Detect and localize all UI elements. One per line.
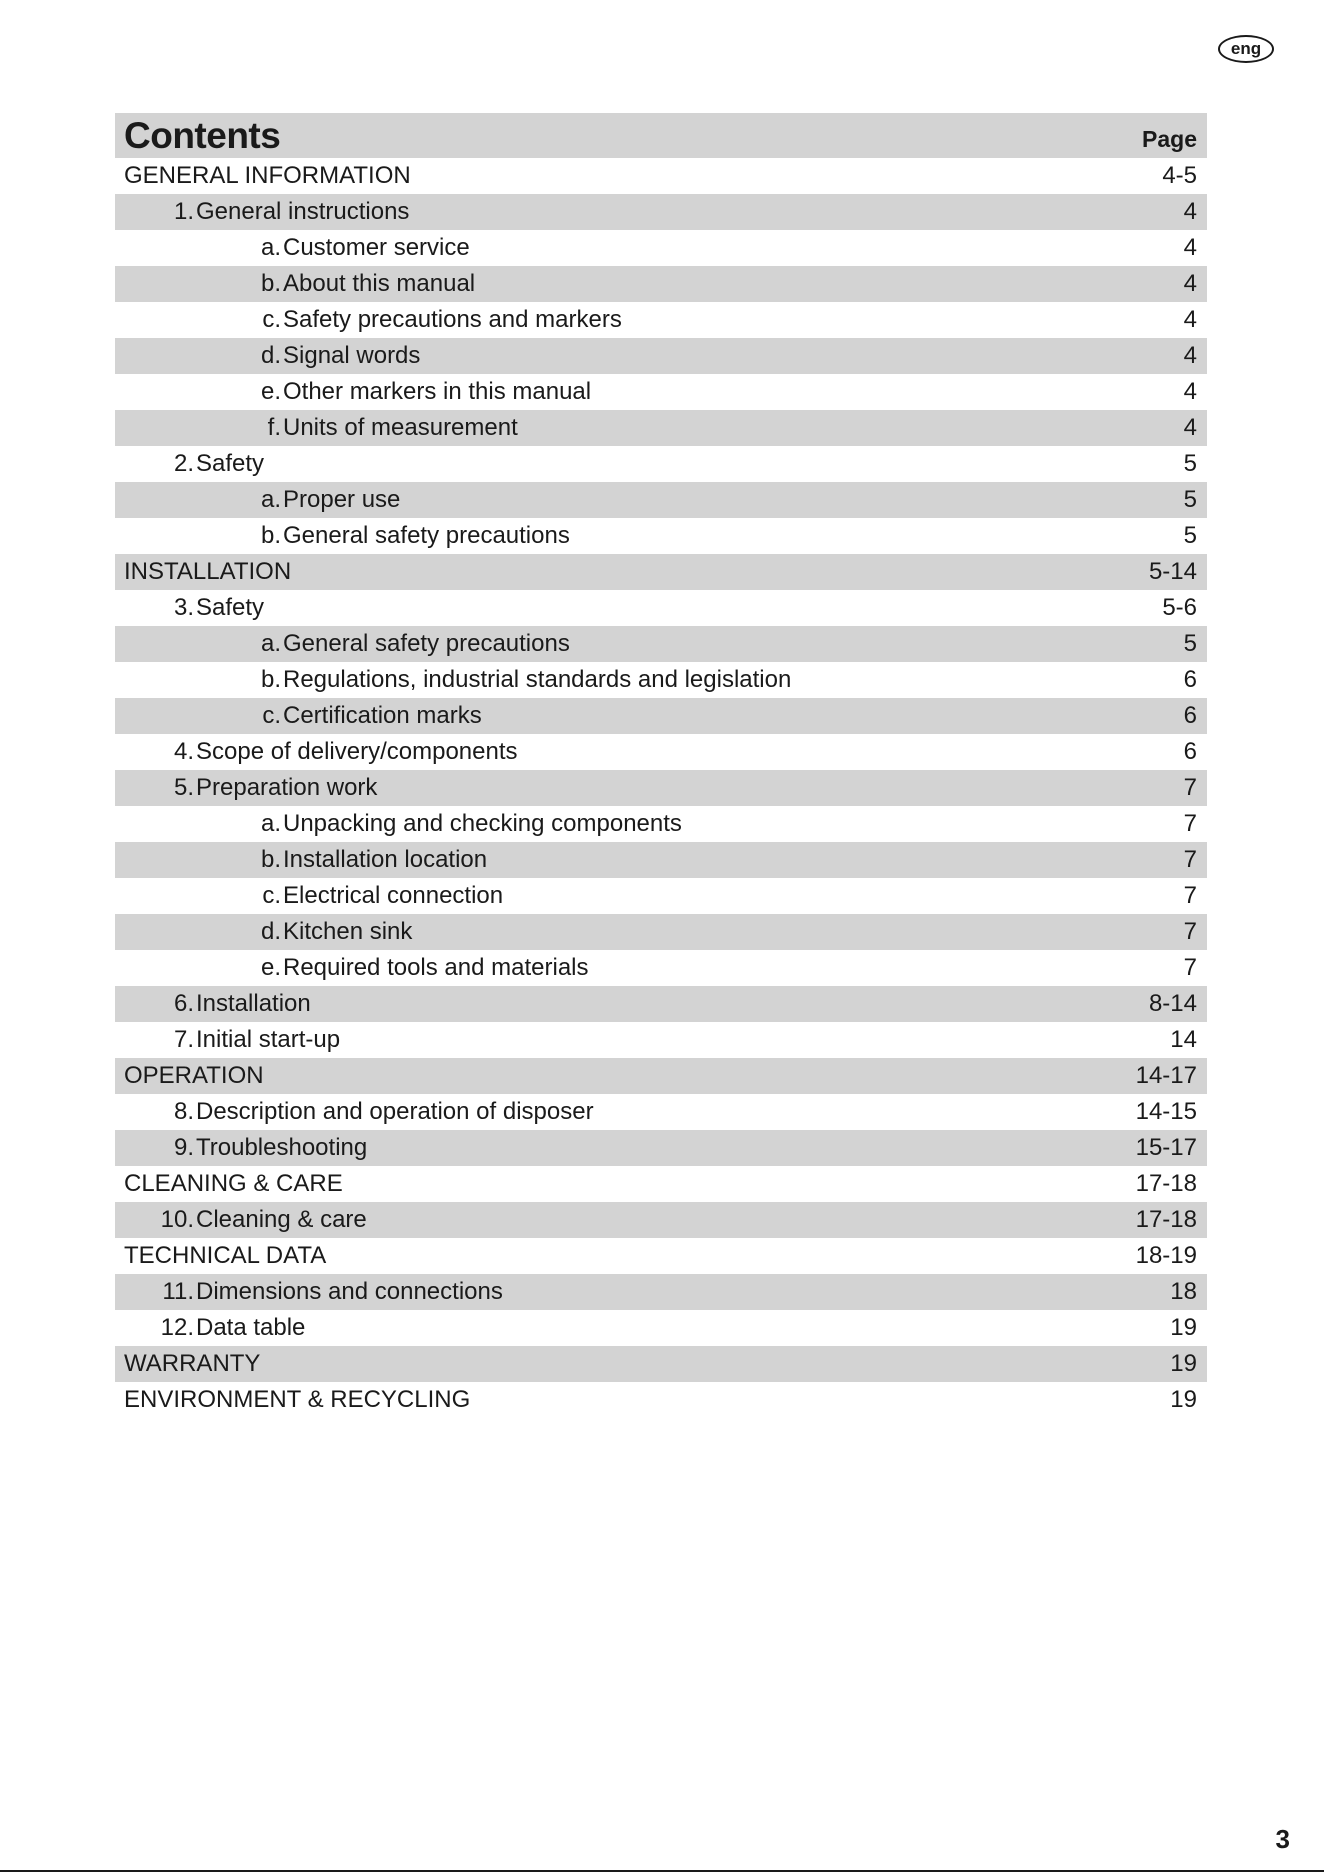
toc-entry-page: 4 [1183, 414, 1197, 441]
toc-entry-label: General safety precautions [283, 630, 570, 657]
toc-entry-row [115, 482, 1207, 518]
toc-entry-page: 5 [1183, 486, 1197, 513]
toc-entry-page: 5-14 [1148, 558, 1197, 585]
toc-entry-label: General safety precautions [283, 522, 570, 549]
toc-entry-page: 19 [1170, 1386, 1197, 1413]
toc-header [115, 113, 1207, 158]
toc-entry-page: 6 [1183, 738, 1197, 765]
toc-entry-label: About this manual [283, 270, 476, 297]
toc-entry-row [115, 770, 1207, 806]
toc-entry-row [115, 842, 1207, 878]
toc-entry-number: f. [267, 414, 281, 441]
toc-entry-row [115, 1274, 1207, 1310]
toc-entry-label: Required tools and materials [283, 954, 589, 981]
toc-entry-label: Proper use [283, 486, 401, 513]
toc-entry-row [115, 734, 1207, 770]
toc-entry-row [115, 590, 1207, 626]
toc-entry-label: Cleaning & care [196, 1206, 367, 1233]
toc-entry-label: WARRANTY [124, 1350, 261, 1377]
toc-page-column-heading: Page [1142, 126, 1197, 152]
toc-entry-row [115, 914, 1207, 950]
toc-entry-label: Description and operation of disposer [196, 1098, 594, 1125]
toc-entry-row [115, 266, 1207, 302]
toc-entry-number: 8. [173, 1098, 194, 1125]
toc-entry-page: 14-15 [1135, 1098, 1197, 1125]
toc-entry-number: 10. [160, 1206, 194, 1233]
toc-entry-label: Scope of delivery/components [196, 738, 518, 765]
toc-entry-row [115, 950, 1207, 986]
toc-entry-page: 4 [1183, 306, 1197, 333]
toc-entry-row [115, 338, 1207, 374]
toc-entry-row [115, 1310, 1207, 1346]
toc-entry-number: 5. [173, 774, 194, 801]
toc-entry-number: 7. [173, 1026, 194, 1053]
toc-entry-page: 7 [1183, 846, 1197, 873]
toc-entry-number: a. [260, 630, 281, 657]
toc-entry-label: ENVIRONMENT & RECYCLING [124, 1386, 471, 1413]
toc-entry-number: b. [260, 270, 281, 297]
toc-entry-page: 4 [1183, 342, 1197, 369]
toc-entry-label: Kitchen sink [283, 918, 413, 945]
toc-entry-label: Regulations, industrial standards and legislation [283, 666, 792, 693]
toc-entry-label: TECHNICAL DATA [124, 1242, 327, 1269]
toc-entry-label: Electrical connection [283, 882, 504, 909]
toc-section-row [115, 1346, 1207, 1382]
toc-entry-label: Troubleshooting [196, 1134, 368, 1161]
toc-entry-label: Certification marks [283, 702, 482, 729]
toc-entry-label: CLEANING & CARE [124, 1170, 343, 1197]
toc-entry-number: b. [260, 666, 281, 693]
toc-entry-number: 3. [173, 594, 194, 621]
toc-entry-number: c. [262, 306, 281, 333]
toc-entry-page: 4 [1183, 378, 1197, 405]
toc-entry-page: 7 [1183, 810, 1197, 837]
toc-entry-row [115, 446, 1207, 482]
toc-entry-row [115, 374, 1207, 410]
toc-entry-label: Customer service [283, 234, 470, 261]
toc-entry-page: 5 [1183, 450, 1197, 477]
toc-entry-label: Other markers in this manual [283, 378, 592, 405]
toc-entry-label: Installation [196, 990, 311, 1017]
toc-entry-row [115, 626, 1207, 662]
toc-entry-label: Preparation work [196, 774, 378, 801]
toc-entry-number: a. [260, 234, 281, 261]
toc-entry-row [115, 1094, 1207, 1130]
toc-entry-page: 7 [1183, 918, 1197, 945]
toc-section-row [115, 1238, 1207, 1274]
toc-entry-page: 4 [1183, 198, 1197, 225]
toc-entry-label: Installation location [283, 846, 488, 873]
toc-entry-page: 19 [1170, 1350, 1197, 1377]
toc-entry-page: 14-17 [1135, 1062, 1197, 1089]
toc-entry-label: INSTALLATION [124, 558, 292, 585]
toc-entry-page: 6 [1183, 702, 1197, 729]
toc-entry-row [115, 518, 1207, 554]
toc-entry-label: OPERATION [124, 1062, 264, 1089]
toc-entry-row [115, 410, 1207, 446]
toc-entry-number: d. [260, 342, 281, 369]
toc-entry-row [115, 1202, 1207, 1238]
toc-entry-label: GENERAL INFORMATION [124, 162, 411, 189]
toc-section-row [115, 1382, 1207, 1418]
toc-entry-row [115, 986, 1207, 1022]
toc-entry-number: 9. [173, 1134, 194, 1161]
toc-entry-label: Safety [196, 450, 265, 477]
toc-entry-number: c. [262, 702, 281, 729]
toc-entry-row [115, 878, 1207, 914]
toc-entry-label: Unpacking and checking components [283, 810, 682, 837]
toc-entry-page: 7 [1183, 774, 1197, 801]
toc-entry-row [115, 230, 1207, 266]
toc-entry-label: General instructions [196, 198, 410, 225]
toc-entry-label: Signal words [283, 342, 421, 369]
toc-title: Contents [124, 115, 281, 156]
toc-entry-page: 18 [1170, 1278, 1197, 1305]
toc-section-row [115, 1166, 1207, 1202]
toc-entry-number: 12. [160, 1314, 194, 1341]
toc-entry-page: 5 [1183, 630, 1197, 657]
language-badge: eng [1218, 35, 1274, 63]
toc-section-row [115, 158, 1207, 194]
toc-entry-label: Safety [196, 594, 265, 621]
toc-entry-number: 6. [173, 990, 194, 1017]
toc-entry-row [115, 1130, 1207, 1166]
toc-entry-number: c. [262, 882, 281, 909]
toc-entry-number: a. [260, 810, 281, 837]
toc-entry-row [115, 194, 1207, 230]
toc-entry-page: 17-18 [1135, 1170, 1197, 1197]
toc-entry-number: d. [260, 918, 281, 945]
toc-rows [115, 158, 1207, 1418]
toc-entry-row [115, 806, 1207, 842]
toc-entry-number: e. [260, 954, 281, 981]
toc-entry-page: 8-14 [1148, 990, 1197, 1017]
page-number: 3 [1275, 1824, 1290, 1854]
toc-entry-page: 17-18 [1135, 1206, 1197, 1233]
toc-entry-number: 11. [162, 1278, 194, 1305]
toc-entry-label: Units of measurement [283, 414, 518, 441]
toc-entry-number: a. [260, 486, 281, 513]
toc-entry-number: e. [260, 378, 281, 405]
toc-entry-page: 5 [1183, 522, 1197, 549]
table-of-contents [115, 113, 1207, 1418]
toc-entry-page: 15-17 [1135, 1134, 1197, 1161]
toc-entry-page: 4 [1183, 234, 1197, 261]
toc-entry-row [115, 302, 1207, 338]
toc-entry-page: 4-5 [1162, 162, 1197, 189]
toc-entry-row [115, 698, 1207, 734]
toc-entry-page: 4 [1183, 270, 1197, 297]
toc-entry-row [115, 662, 1207, 698]
toc-entry-page: 19 [1170, 1314, 1197, 1341]
toc-entry-row [115, 1022, 1207, 1058]
toc-entry-number: b. [260, 522, 281, 549]
toc-entry-number: 1. [173, 198, 194, 225]
toc-entry-label: Dimensions and connections [196, 1278, 503, 1305]
toc-entry-number: 4. [173, 738, 194, 765]
toc-entry-label: Safety precautions and markers [283, 306, 622, 333]
toc-entry-number: 2. [173, 450, 194, 477]
toc-section-row [115, 1058, 1207, 1094]
toc-entry-number: b. [260, 846, 281, 873]
toc-entry-page: 14 [1170, 1026, 1197, 1053]
toc-entry-page: 6 [1183, 666, 1197, 693]
toc-entry-page: 18-19 [1135, 1242, 1197, 1269]
toc-section-row [115, 554, 1207, 590]
toc-entry-page: 7 [1183, 954, 1197, 981]
toc-entry-page: 5-6 [1162, 594, 1197, 621]
toc-entry-page: 7 [1183, 882, 1197, 909]
toc-entry-label: Initial start-up [196, 1026, 341, 1053]
toc-entry-label: Data table [196, 1314, 306, 1341]
